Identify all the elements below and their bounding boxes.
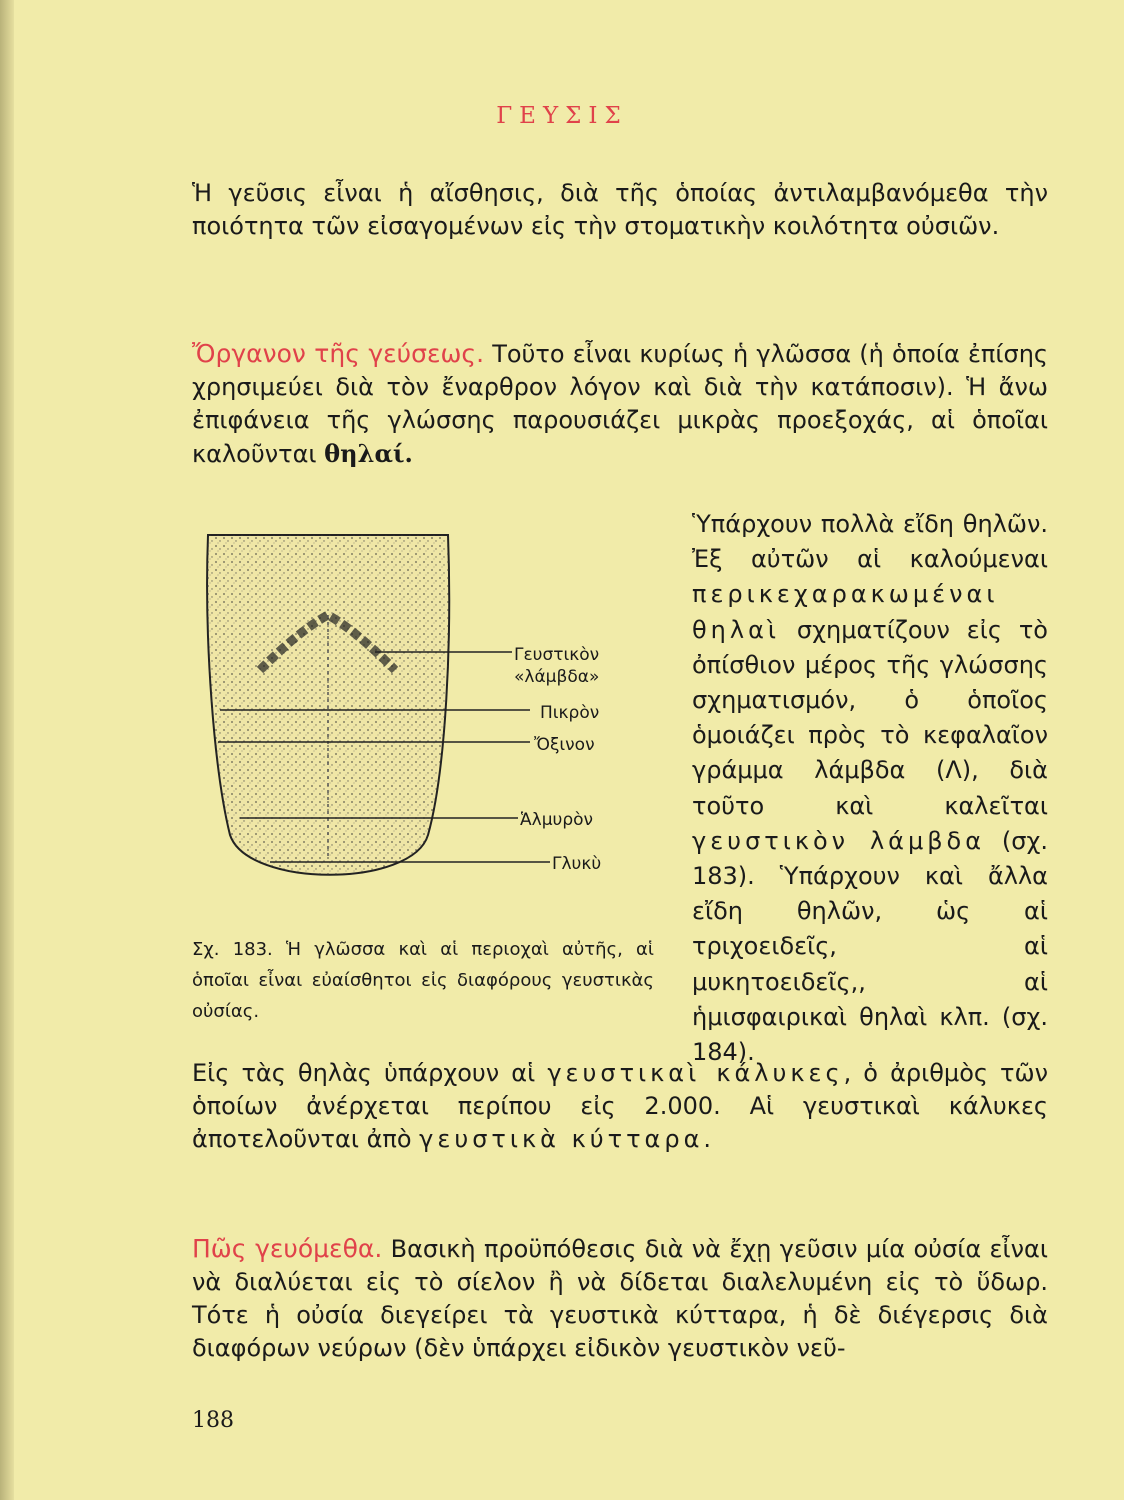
organ-paragraph — [192, 337, 1048, 471]
buds-term-2: γευστικὰ κύτταρα — [419, 1125, 704, 1153]
label-salty: Ἁλμυρὸν — [520, 810, 594, 830]
papillae-term-2: γευστικὸν λάμβδα — [692, 826, 986, 855]
tongue-diagram — [190, 520, 650, 905]
papillae-term-1: περικεχαρακωμέναι θηλαὶ — [692, 580, 999, 644]
label-lambda-1: Γευστικὸν — [514, 645, 600, 665]
tongue-figure — [190, 520, 650, 905]
buds-text-3: . — [703, 1125, 712, 1153]
label-lambda-2: «λάμβδα» — [514, 667, 600, 687]
how-we-taste-paragraph — [192, 1232, 1048, 1365]
taste-text: Βασικὴ προϋπόθεσις διὰ νὰ ἔχῃ γεῦσιν μία οὐσία εἶναι νὰ διαλύεται εἰς τὸ σίελον ἢ νὰ δίδεται διαλελυμένη εἰς τὸ ὕδωρ. Τότε ἡ οὐσία διεγείρει τὰ γευστικὰ κύτταρα, ἡ δὲ διέγερσις διὰ διαφόρων νεύρων (δὲν ὑπάρχει εἰδικὸν γευστικὸν νεῦ- — [192, 1235, 1048, 1362]
organ-text: Τοῦτο εἶναι κυρίως ἡ γλῶσσα (ἡ ὁποία ἐπίσης χρησιμεύει διὰ τὸν ἔναρθρον λόγον καὶ διὰ τὴν κατάποσιν). Ἡ ἄνω ἐπιφάνεια τῆς γλώσσης παρουσιάζει μικρὰς προεξοχάς, αἱ ὁποῖαι καλοῦνται — [192, 340, 1049, 468]
buds-text-2: , ὁ ἀριθμὸς τῶν ὁποίων ἀνέρχεται περίπου εἰς 2.000. Αἱ γευστικαὶ κάλυκες ἀποτελοῦνται ἀπὸ — [192, 1059, 1048, 1153]
taste-buds-paragraph — [192, 1057, 1048, 1156]
label-sweet: Γλυκὺ — [552, 854, 602, 874]
page-title: ΓΕΥΣΙΣ — [496, 103, 628, 129]
organ-term: θηλαί. — [324, 439, 413, 468]
organ-heading: Ὄργανον τῆς γεύσεως. — [192, 339, 485, 368]
papillae-text-2: σχηματίζουν εἰς τὸ ὀπίσθιον μέρος τῆς γλώσσης σχηματισμόν, ὁ ὁποῖος ὁμοιάζει πρὸς τὸ κεφαλαῖον γράμμα λάμβδα (Λ), διὰ τοῦτο καὶ καλεῖται — [692, 615, 1048, 820]
papillae-text-1: Ὑπάρχουν πολλὰ εἴδη θηλῶν. Ἐξ αὐτῶν αἱ καλούμεναι — [692, 510, 1048, 574]
papillae-text-3: (σχ. 183). Ὑπάρχουν καὶ ἄλλα εἴδη θηλῶν, ὡς αἱ τριχοειδεῖς, αἱ μυκητοειδεῖς,, αἱ ἡμισφαιρικαὶ θηλαὶ κλπ. (σχ. 184). — [692, 826, 1048, 1067]
figure-caption: Σχ. 183. Ἡ γλῶσσα καὶ αἱ περιοχαὶ αὐτῆς, αἱ ὁποῖαι εἶναι εὐαίσθητοι εἰς διαφόρους γευστικὰς οὐσίας. — [192, 939, 654, 1022]
page-number: 188 — [192, 1408, 234, 1433]
label-sour: Ὄξινον — [534, 735, 595, 755]
page-gutter-shadow — [0, 0, 14, 1500]
intro-paragraph: Ἡ γεῦσις εἶναι ἡ αἴσθησις, διὰ τῆς ὁποίας ἀντιλαμβανόμεθα τὴν ποιότητα τῶν εἰσαγομένων εἰς τὴν στοματικὴν κοιλότητα οὐσιῶν. — [192, 179, 1048, 240]
buds-text-1: Εἰς τὰς θηλὰς ὑπάρχουν αἱ — [192, 1059, 548, 1087]
taste-heading: Πῶς γευόμεθα. — [192, 1234, 383, 1263]
label-bitter: Πικρὸν — [540, 703, 600, 723]
papillae-paragraph — [692, 507, 1048, 1070]
buds-term-1: γευστικαὶ κάλυκες — [547, 1059, 844, 1087]
